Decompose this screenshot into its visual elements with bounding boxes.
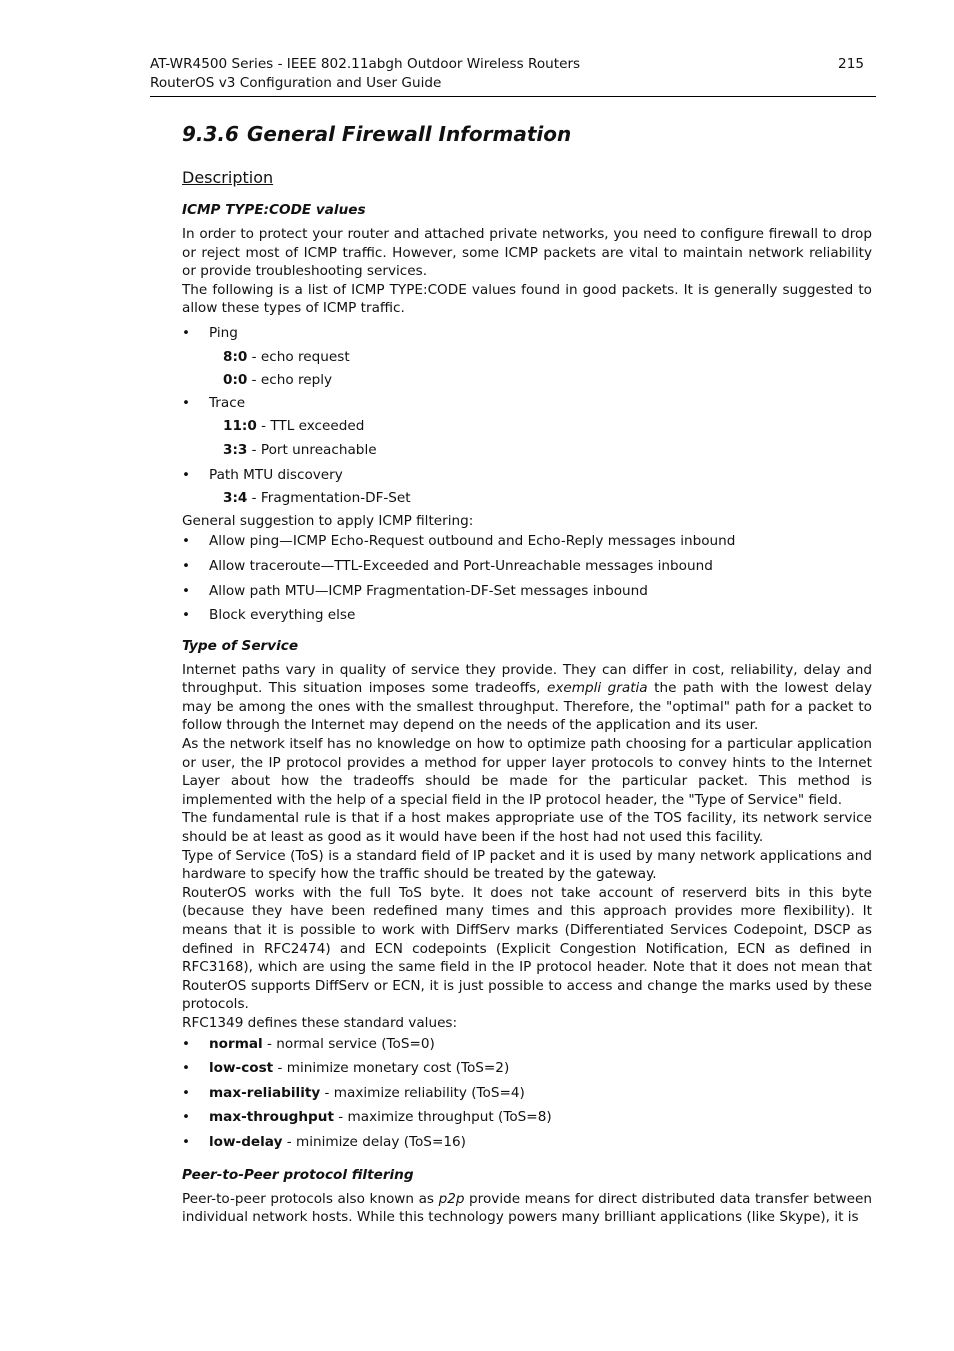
icmp-code [182,371,872,390]
code-desc: - Port unreachable [247,441,377,458]
icmp-paragraph: The following is a list of ICMP TYPE:CODE values found in good packets. It is generally suggested to allow these types of ICMP traffic. [182,281,872,317]
code-value: 11:0 [223,418,257,435]
text-run: Peer-to-peer protocols also known as [182,1190,439,1207]
code-desc: - TTL exceeded [256,418,365,435]
tos-name: normal [209,1035,263,1052]
description-heading: Description [182,168,274,187]
text-run: the path with the lowest delay may be among the ones with the smallest throughput. Therefore, the "optimal" path for a packet to follow through the Internet may depend on the needs of the application and its user. [182,680,873,734]
p2p-paragraph [182,1190,872,1227]
code-desc: - echo reply [247,372,333,389]
code-desc: - echo request [247,348,350,365]
list-item [182,1133,872,1152]
tos-paragraph: RouterOS works with the full ToS byte. It does not take account of reserverd bits in this byte (because they have been redefined many times and this approach provides more flexibility). It means that it is possible to work with DiffServ marks (Differentiated Services Codepoint, DSCP as defined in RFC2474) and ECN codepoints (Explicit Congestion Notification, ECN as defined in RFC3168), which are using the same field in the IP protocol header. Note that it does not mean that RouterOS supports DiffServ or ECN, it is just possible to access and change the marks used by these protocols. [182,884,872,1013]
tos-desc: - normal service (ToS=0) [262,1035,435,1052]
icmp-code [182,441,872,460]
tos-desc: - minimize delay (ToS=16) [282,1133,466,1150]
tos-value-list [182,1035,872,1152]
icmp-code [182,417,872,436]
tos-desc: - maximize throughput (ToS=8) [333,1109,552,1126]
tos-name: max-reliability [209,1084,321,1101]
tos-paragraph: RFC1349 defines these standard values: [182,1014,458,1031]
emphasis: exempli gratia [546,680,648,697]
code-value: 3:3 [223,441,248,458]
code-desc: - Fragmentation-DF-Set [247,490,411,507]
list-item: • Allow traceroute—TTL-Exceeded and Port-Unreachable messages inbound [182,557,872,576]
header-title: AT-WR4500 Series - IEEE 802.11abgh Outdoor Wireless Routers [150,56,581,72]
tos-paragraph: Type of Service (ToS) is a standard field of IP packet and it is used by many network applications and hardware to specify how the traffic should be treated by the gateway. [182,847,872,883]
icmp-paragraph: In order to protect your router and attached private networks, you need to configure firewall to drop or reject most of ICMP traffic. However, some ICMP packets are vital to maintain network reliability or provide troubleshooting services. [182,226,872,280]
page-header [150,55,876,93]
list-item [182,1059,872,1078]
tos-name: max-throughput [209,1109,334,1126]
text-run: Internet paths vary in quality of service they provide. They can differ in cost, reliability, delay and throughput. This situation imposes some tradeoffs, [182,661,872,697]
suggestion-list [182,532,872,624]
section-title-text: General Firewall Information [246,122,572,146]
p2p-heading: Peer-to-Peer protocol filtering [182,1166,414,1183]
icmp-code [182,348,872,367]
page-number: 215 [838,56,864,72]
list-item [182,1084,872,1103]
tos-desc: - minimize monetary cost (ToS=2) [273,1060,510,1077]
emphasis: p2p [438,1190,465,1207]
list-item: • Block everything else [182,606,872,625]
tos-paragraph: As the network itself has no knowledge on how to optimize path choosing for a particular application or user, the IP protocol provides a method for upper layer protocols to convey hints to the Internet Layer about how the tradeoffs should be made for the particular packet. This method is implemented with the help of a special field in the IP protocol header, the "Type of Service" field. [182,736,872,808]
tos-desc: - maximize reliability (ToS=4) [320,1084,525,1101]
section-number: 9.3.6 [182,122,239,146]
page-body [182,118,872,1227]
section-title [182,118,872,154]
list-item: • Path MTU discovery [182,466,872,485]
list-item [182,1108,872,1127]
header-subtitle: RouterOS v3 Configuration and User Guide [150,75,442,91]
tos-name: low-delay [209,1133,283,1150]
tos-paragraph: The fundamental rule is that if a host makes appropriate use of the TOS facility, its network service should be at least as good as it would have been if the host had not used this facility. [182,810,872,846]
icmp-type-list [182,324,872,508]
text-run: provide means for direct distributed data transfer between individual network hosts. While this technology powers many brilliant applications (like Skype), it is [182,1190,872,1226]
tos-heading: Type of Service [182,637,299,654]
code-value: 3:4 [223,490,248,507]
header-divider [150,96,876,97]
list-item: • Allow ping—ICMP Echo-Request outbound and Echo-Reply messages inbound [182,532,872,551]
code-value: 8:0 [223,348,248,365]
tos-name: low-cost [209,1060,274,1077]
icmp-heading: ICMP TYPE:CODE values [182,202,366,218]
icmp-code [182,489,872,508]
suggestion-intro: General suggestion to apply ICMP filtering: [182,512,474,529]
code-value: 0:0 [223,372,248,389]
list-item: • Allow path MTU—ICMP Fragmentation-DF-Set messages inbound [182,582,872,601]
list-item [182,1035,872,1054]
list-item: • Ping [182,324,872,343]
list-item: • Trace [182,394,872,413]
tos-paragraph [182,661,872,735]
